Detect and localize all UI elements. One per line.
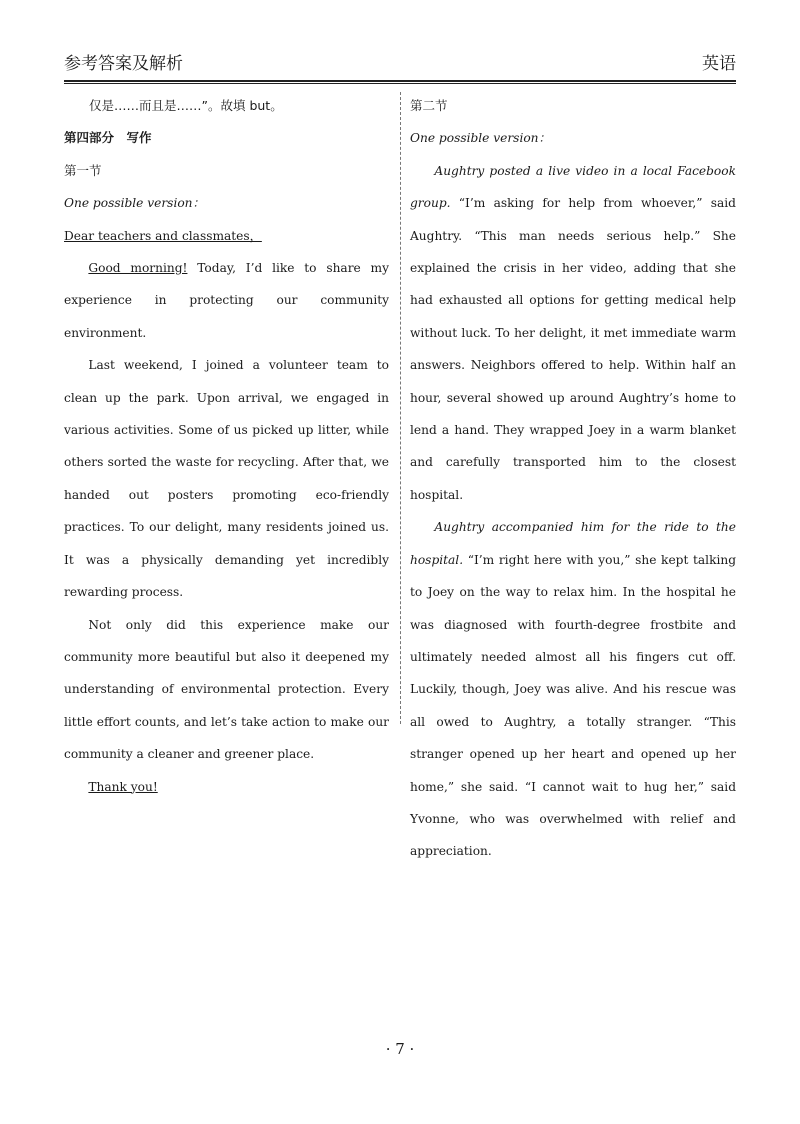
greeting: Good morning!: [88, 261, 188, 276]
version-label-2: One possible version：: [410, 131, 551, 146]
part-heading: 第四部分 写作: [64, 130, 152, 146]
closing: Thank you!: [88, 779, 158, 794]
continuation-text: 仅是……而且是……”。故填 but。: [89, 98, 283, 113]
story-lead-1: Aughtry posted a live video in a local Facebook group.: [410, 163, 736, 211]
section-heading-1: 第一节: [64, 162, 102, 178]
header-rule: [64, 83, 736, 84]
paragraph-3: Not only did this experience make our community more beautiful but also it deepened my understanding of environmental protection. Every little effort counts, and let’s take action to make our community a cleaner and greener place.: [64, 617, 389, 762]
section-heading-2: 第二节: [410, 98, 448, 113]
version-label: One possible version：: [64, 196, 205, 211]
paragraph-1: [64, 252, 389, 349]
salutation: Dear teachers and classmates，: [64, 228, 262, 243]
header-subject-name: 英语: [702, 54, 736, 74]
right-column: [410, 90, 736, 868]
paragraph-1-text: Today, I’d like to share my experience in protecting our community environment.: [64, 261, 389, 340]
page-number: · 7 ·: [385, 1040, 415, 1058]
left-column: [64, 90, 389, 803]
header-subject-title: 参考答案及解析: [64, 54, 183, 74]
story-paragraph-2: [410, 511, 736, 867]
closing-line: [64, 771, 389, 803]
story-text-1: “I’m asking for help from whoever,” said Aughtry. “This man needs serious help.” She explained the crisis in her video, adding that she had exhausted all options for getting medical help without luck. To her delight, it met immediate warm answers. Neighbors offered to help. Within half an hour, several showed up around Aughtry’s home to lend a hand. They wrapped Joey in a warm blanket and carefully transported him to the closest hospital.: [410, 196, 736, 502]
story-lead-2: Aughtry accompanied him for the ride to the hospital.: [410, 520, 736, 567]
page-header: [64, 44, 736, 82]
story-paragraph-1: [410, 155, 736, 511]
story-text-2: “I’m right here with you,” she kept talking to Joey on the way to relax him. In the hospital he was diagnosed with fourth-degree frostbite and ultimately needed almost all his fingers cut off. Luckily, though, Joey was alive. And his rescue was all owed to Aughtry, a totally stranger. “This stranger opened up her heart and opened up her home,” she said. “I cannot wait to hug her,” said Yvonne, who was overwhelmed with relief and appreciation.: [410, 552, 736, 859]
column-divider: [400, 92, 401, 724]
paragraph-2: Last weekend, I joined a volunteer team to clean up the park. Upon arrival, we engaged in various activities. Some of us picked up litter, while others sorted the waste for recycling. After that, we handed out posters promoting eco-friendly practices. To our delight, many residents joined us. It was a physically demanding yet incredibly rewarding process.: [64, 358, 389, 600]
